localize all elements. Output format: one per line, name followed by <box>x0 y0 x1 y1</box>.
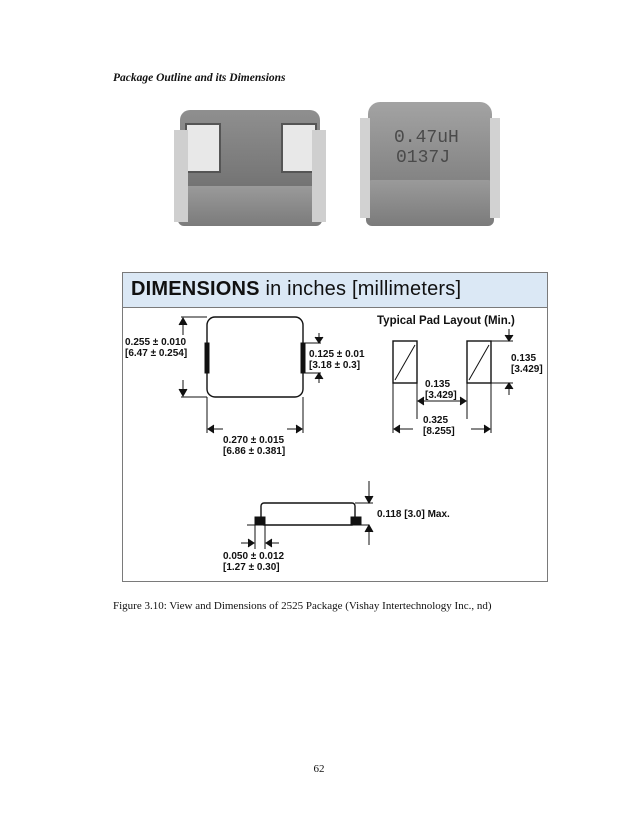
section-heading: Package Outline and its Dimensions <box>113 72 286 84</box>
pad-gap-dimension: 0.135 [3.429] <box>425 379 457 401</box>
pad-span-dimension: 0.325 [8.255] <box>423 415 455 437</box>
max-height-dimension: 0.118 [3.0] Max. <box>377 509 450 520</box>
pad-layout-title: Typical Pad Layout (Min.) <box>377 315 515 327</box>
inductor-bottom-view <box>174 110 326 226</box>
terminal-dimension: 0.125 ± 0.01 [3.18 ± 0.3] <box>309 349 365 371</box>
inductor-top-view <box>360 102 500 226</box>
page-number: 62 <box>313 763 325 775</box>
part-marking-code: 0137J <box>396 148 451 168</box>
dimensions-figure <box>122 272 548 582</box>
width-dimension: 0.270 ± 0.015 [6.86 ± 0.381] <box>223 435 286 457</box>
figure-title-bold: DIMENSIONS <box>131 278 260 300</box>
foot-dimension: 0.050 ± 0.012 [1.27 ± 0.30] <box>223 551 285 573</box>
figure-title-units: in inches [millimeters] <box>265 278 462 300</box>
figure-caption: Figure 3.10: View and Dimensions of 2525 Package (Vishay Intertechnology Inc., nd) <box>113 600 492 612</box>
part-marking-value: 0.47uH <box>394 128 459 148</box>
inductor-photo <box>172 98 506 232</box>
pad-height-dimension: 0.135 [3.429] <box>511 353 543 375</box>
height-dimension: 0.255 ± 0.010 [6.47 ± 0.254] <box>125 337 188 359</box>
